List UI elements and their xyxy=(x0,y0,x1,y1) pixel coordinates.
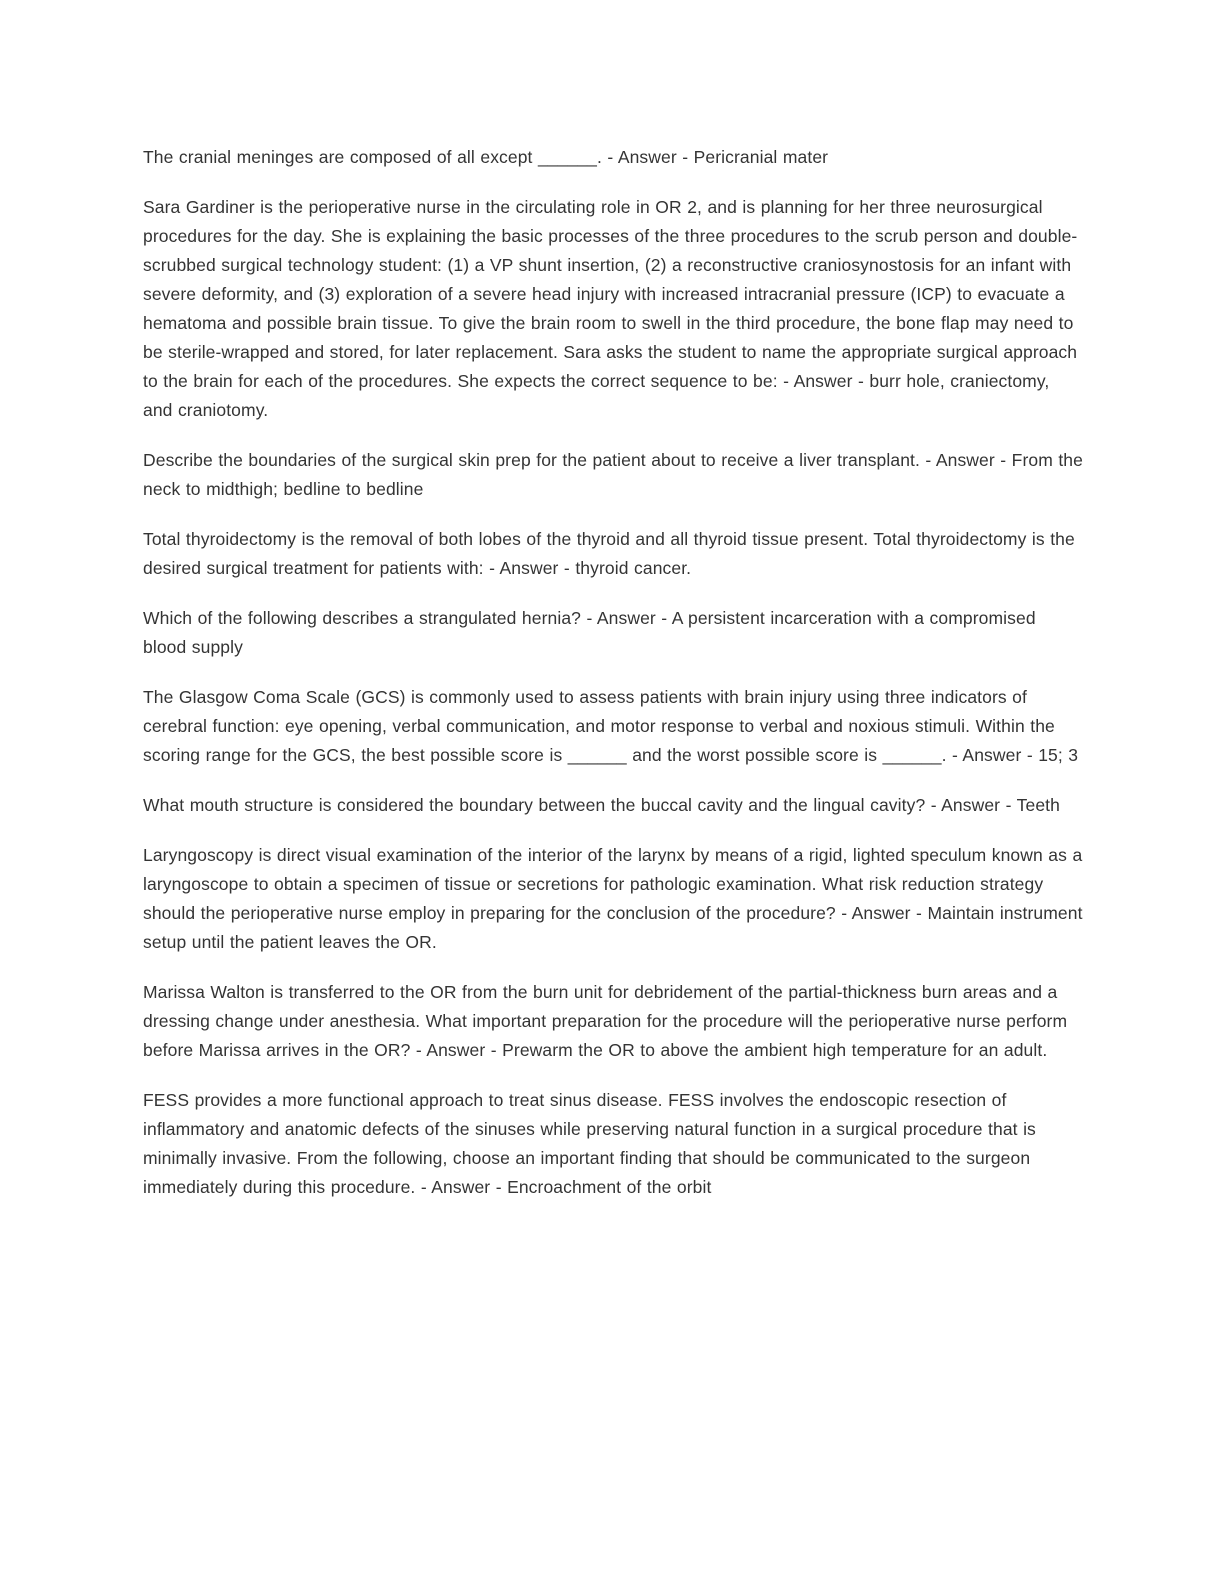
paragraph: What mouth structure is considered the boundary between the buccal cavity and the lingual cavity? - Answer - Teeth xyxy=(143,795,1060,815)
paragraph: Laryngoscopy is direct visual examination of the interior of the larynx by means of a rigid, lighted speculum known as a laryngoscope to obtain a specimen of tissue or secretions for pathologic examination. What risk reduction strategy should the perioperative nurse employ in preparing for the conclusion of the procedure? - Answer - Maintain instrument setup until the patient leaves the OR. xyxy=(143,845,1083,952)
paragraph: The cranial meninges are composed of all except ______. - Answer - Pericranial mater xyxy=(143,147,829,167)
paragraph: Marissa Walton is transferred to the OR from the burn unit for debridement of the partial-thickness burn areas and a dressing change under anesthesia. What important preparation for the procedure will the perioperative nurse perform before Marissa arrives in the OR? - Answer - Prewarm the OR to above the ambient high temperature for an adult. xyxy=(143,982,1068,1060)
paragraph: FESS provides a more functional approach to treat sinus disease. FESS involves the endoscopic resection of inflammatory and anatomic defects of the sinuses while preserving natural function in a surgical procedure that is minimally invasive. From the following, choose an important finding that should be communicated to the surgeon immediately during this procedure. - Answer - Encroachment of the orbit xyxy=(143,1090,1036,1197)
paragraph: Sara Gardiner is the perioperative nurse in the circulating role in OR 2, and is planning for her three neurosurgical procedures for the day. She is explaining the basic processes of the three procedures to the scrub person and double-scrubbed surgical technology student: (1) a VP shunt insertion, (2) a reconstructive craniosynostosis for an infant with severe deformity, and (3) exploration of a severe head injury with increased intracranial pressure (ICP) to evacuate a hematoma and possible brain tissue. To give the brain room to swell in the third procedure, the bone flap may need to be sterile-wrapped and stored, for later replacement. Sara asks the student to name the appropriate surgical approach to the brain for each of the procedures. She expects the correct sequence to be: - Answer - burr hole, craniectomy, and craniotomy. xyxy=(143,197,1078,420)
paragraph: Which of the following describes a strangulated hernia? - Answer - A persistent incarceration with a compromised blood supply xyxy=(143,608,1036,657)
paragraph: The Glasgow Coma Scale (GCS) is commonly used to assess patients with brain injury using three indicators of cerebral function: eye opening, verbal communication, and motor response to verbal and noxious stimuli. Within the scoring range for the GCS, the best possible score is ______ and the worst possible score is ______. - Answer - 15; 3 xyxy=(143,687,1079,765)
paragraph: Total thyroidectomy is the removal of both lobes of the thyroid and all thyroid tissue present. Total thyroidectomy is the desired surgical treatment for patients with: - Answer - thyroid cancer. xyxy=(143,529,1075,578)
paragraph: Describe the boundaries of the surgical skin prep for the patient about to receive a liver transplant. - Answer - From the neck to midthigh; bedline to bedline xyxy=(143,450,1083,499)
